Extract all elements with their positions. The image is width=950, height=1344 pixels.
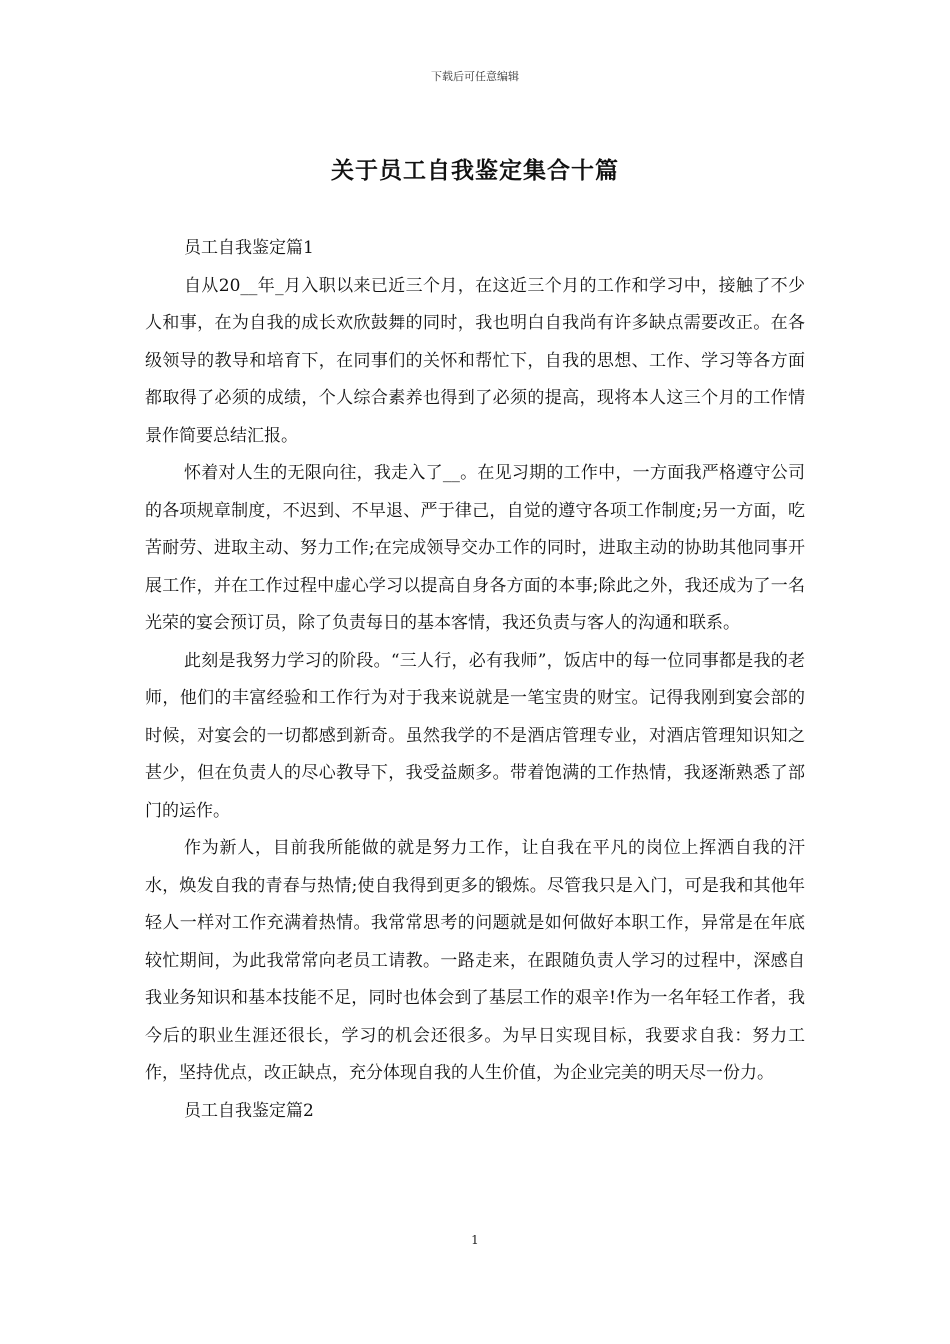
paragraph: 此刻是我努力学习的阶段。“三人行，必有我师”，饭店中的每一位同事都是我的老师，他们的丰富经验和工作行为对于我来说就是一笔宝贵的财宝。记得我刚到宴会部的时候，对宴会的一切都感到新奇。虽然我学的不是酒店管理专业，对酒店管理知识知之甚少，但在负责人的尽心教导下，我受益颇多。带着饱满的工作热情，我逐渐熟悉了部门的运作。 — [145, 650, 805, 821]
paragraph: 自从20__年_月入职以来已近三个月，在这近三个月的工作和学习中，接触了不少人和事，在为自我的成长欢欣鼓舞的同时，我也明白自我尚有许多缺点需要改正。在各级领导的教导和培育下，在同事们的关怀和帮忙下，自我的思想、工作、学习等各方面都取得了必须的成绩，个人综合素养也得到了必须的提高，现将本人这三个月的工作情景作简要总结汇报。 — [145, 275, 805, 446]
document-body — [145, 230, 805, 1130]
header-note: 下载后可任意编辑 — [431, 70, 519, 83]
page-number: 1 — [471, 1233, 479, 1247]
section-heading: 员工自我鉴定篇2 — [184, 1100, 314, 1121]
paragraph: 作为新人，目前我所能做的就是努力工作，让自我在平凡的岗位上挥洒自我的汗水，焕发自我的青春与热情;使自我得到更多的锻炼。尽管我只是入门，可是我和其他年轻人一样对工作充满着热情。我常常思考的问题就是如何做好本职工作，异常是在年底较忙期间，为此我常常向老员工请教。一路走来，在跟随负责人学习的过程中，深感自我业务知识和基本技能不足，同时也体会到了基层工作的艰辛!作为一名年轻工作者，我今后的职业生涯还很长，学习的机会还很多。为早日实现目标，我要求自我：努力工作，坚持优点，改正缺点，充分体现自我的人生价值，为企业完美的明天尽一份力。 — [145, 838, 805, 1083]
section-heading: 员工自我鉴定篇1 — [184, 238, 314, 258]
paragraph: 怀着对人生的无限向往，我走入了__。在见习期的工作中，一方面我严格遵守公司的各项规章制度，不迟到、不早退、严于律己，自觉的遵守各项工作制度;另一方面，吃苦耐劳、进取主动、努力工作;在完成领导交办工作的同时，进取主动的协助其他同事开展工作，并在工作过程中虚心学习以提高自身各方面的本事;除此之外，我还成为了一名光荣的宴会预订员，除了负责每日的基本客情，我还负责与客人的沟通和联系。 — [145, 463, 805, 633]
document-title: 关于员工自我鉴定集合十篇 — [331, 157, 619, 184]
